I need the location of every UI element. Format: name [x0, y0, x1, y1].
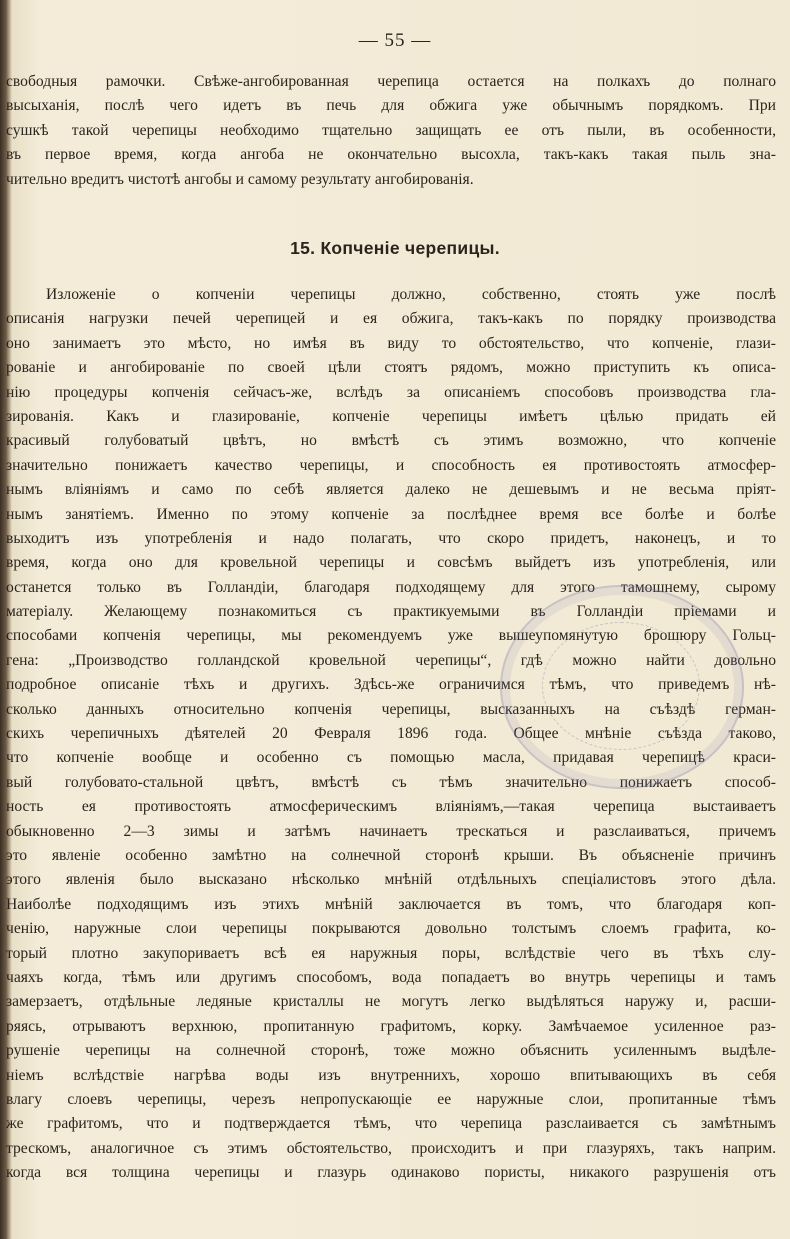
text-line: рованіе и ангобированіе по своей цѣли стоятъ рядомъ, можно приступить къ описа-: [6, 359, 776, 377]
text-line: когда вся толщина черепицы и глазурь одинаково пористы, никакого разрушенія отъ: [6, 1164, 776, 1182]
section-heading: 15. Копченіе черепицы.: [290, 238, 500, 258]
text-line: матеріалу. Желающему познакомиться съ практикуемыми въ Голландіи пріемами и: [6, 603, 776, 621]
text-line: ченію, наружные слои черепицы покрываются довольно толстымъ слоемъ графита, ко-: [6, 920, 776, 938]
text-line: значительно понижаетъ качество черепицы, и способность ея противостоять атмосфер-: [6, 456, 776, 474]
text-line: оно занимаетъ это мѣсто, но имѣя въ виду то обстоятельство, что копченіе, глази-: [6, 334, 776, 352]
text-line: же графитомъ, что и подтверждается тѣмъ, что черепица разслаивается съ замѣтнымъ: [6, 1115, 776, 1133]
text-line: что копченіе вообще и особенно съ помощью масла, придавая черепицѣ краси-: [6, 749, 776, 767]
text-line: обыкновенно 2—3 зимы и затѣмъ начинаетъ трескаться и разслаиваться, причемъ: [6, 822, 776, 840]
text-line: красивый голубоватый цвѣтъ, но вмѣстѣ съ этимъ возможно, что копченіе: [6, 432, 776, 450]
text-line: трескомъ, аналогичное съ этимъ обстоятельство, происходитъ и при глазуряхъ, такъ наприм.: [6, 1139, 776, 1157]
text-line: торый плотно закупориваетъ всѣ ея наружныя поры, вслѣдствіе чего въ тѣхъ слу-: [6, 944, 776, 962]
text-line: Изложеніе о копченіи черепицы должно, собственно, стоять уже послѣ: [46, 286, 776, 303]
text-line: нію процедуры копченія сейчасъ-же, вслѣдъ за описаніемъ способовъ производства гла-: [6, 383, 776, 401]
text-line: подробное описаніе тѣхъ и другихъ. Здѣсь-же ограничимся тѣмъ, что приведемъ нѣ-: [6, 676, 776, 694]
text-line: нымъ вліяніямъ и само по себѣ является далеко не дешевымъ и не весьма пріят-: [6, 481, 776, 499]
text-line: ность ея противостоять атмосферическимъ вліяніямъ,—такая черепица выстаиваетъ: [6, 798, 776, 816]
text-line: свободныя рамочки. Свѣже-ангобированная черепица остается на полкахъ до полнаго: [6, 73, 776, 90]
text-line: останется только въ Голландіи, благодаря подходящему для этого тамошнему, сырому: [6, 578, 776, 596]
text-line: въ первое время, когда ангоба не окончательно высохла, такъ-какъ такая пыль зна-: [6, 146, 776, 164]
text-line: этого явленія было высказано нѣсколько мнѣній отдѣльныхъ спеціалистовъ этого дѣла.: [6, 871, 776, 889]
text-line: замерзаетъ, отдѣльные ледяные кристаллы не могутъ легко выдѣляться наружу и, расши-: [6, 993, 776, 1011]
text-line: способами копченія черепицы, мы рекомендуемъ уже вышеупомянутую брошюру Гольц-: [6, 627, 776, 645]
text-line: чительно вредитъ чистотѣ ангобы и самому результату ангобированія.: [6, 170, 474, 188]
text-line: чаяхъ когда, тѣмъ или другимъ способомъ, вода попадаетъ во внутрь черепицы и тамъ: [6, 968, 776, 986]
text-line: ніемъ вслѣдствіе нагрѣва воды изъ внутреннихъ, хорошо впитывающихъ въ себя: [6, 1066, 776, 1084]
text-line: скихъ черепичныхъ дѣятелей 20 Февраля 1896 года. Общее мнѣніе съѣзда таково,: [6, 725, 776, 743]
text-line: выходитъ изъ употребленія и надо полагать, что скоро придетъ, наконецъ, и то: [6, 529, 776, 547]
text-line: вый голубовато-стальной цвѣтъ, вмѣстѣ съ тѣмъ значительно понижаетъ способ-: [6, 773, 776, 791]
text-line: гена: „Производство голландской кровельной черепицы“, гдѣ можно найти довольно: [6, 651, 776, 669]
text-line: сколько данныхъ относительно копченія черепицы, высказанныхъ на съѣздѣ герман-: [6, 700, 776, 718]
text-line: Наиболѣе подходящимъ изъ этихъ мнѣній заключается въ томъ, что благодаря коп-: [6, 895, 776, 913]
text-line: время, когда оно для кровельной черепицы и совсѣмъ выйдетъ изъ употребленія, или: [6, 554, 776, 572]
text-line: описанія нагрузки печей черепицей и ея обжига, такъ-какъ по порядку производства: [6, 310, 776, 328]
page-number: — 55 —: [358, 30, 432, 51]
text-line: зированія. Какъ и глазированіе, копченіе черепицы имѣетъ цѣлью придать ей: [6, 407, 776, 425]
text-line: рушеніе черепицы на солнечной сторонѣ, тоже можно объяснить усиленнымъ выдѣле-: [6, 1042, 776, 1060]
text-line: это явленіе особенно замѣтно на солнечной сторонѣ крыши. Въ объясненіе причинъ: [6, 846, 776, 864]
paragraph-smoking: [6, 283, 776, 1185]
text-line: нымъ занятіемъ. Именно по этому копченіе за послѣднее время все болѣе и болѣе: [6, 505, 776, 523]
text-line: ряясь, отрываютъ верхнюю, пропитанную графитомъ, корку. Замѣчаемое усиленное раз-: [6, 1017, 776, 1035]
paragraph-continuation: [6, 70, 776, 192]
text-line: сушкѣ такой черепицы необходимо тщательно защищать ее отъ пыли, въ особенности,: [6, 121, 776, 139]
text-line: высыханія, послѣ чего идетъ въ печь для обжига уже обычнымъ порядкомъ. При: [6, 97, 776, 115]
text-line: влагу слоевъ черепицы, черезъ непропускающіе ее наружные слои, пропитанные тѣмъ: [6, 1090, 776, 1108]
